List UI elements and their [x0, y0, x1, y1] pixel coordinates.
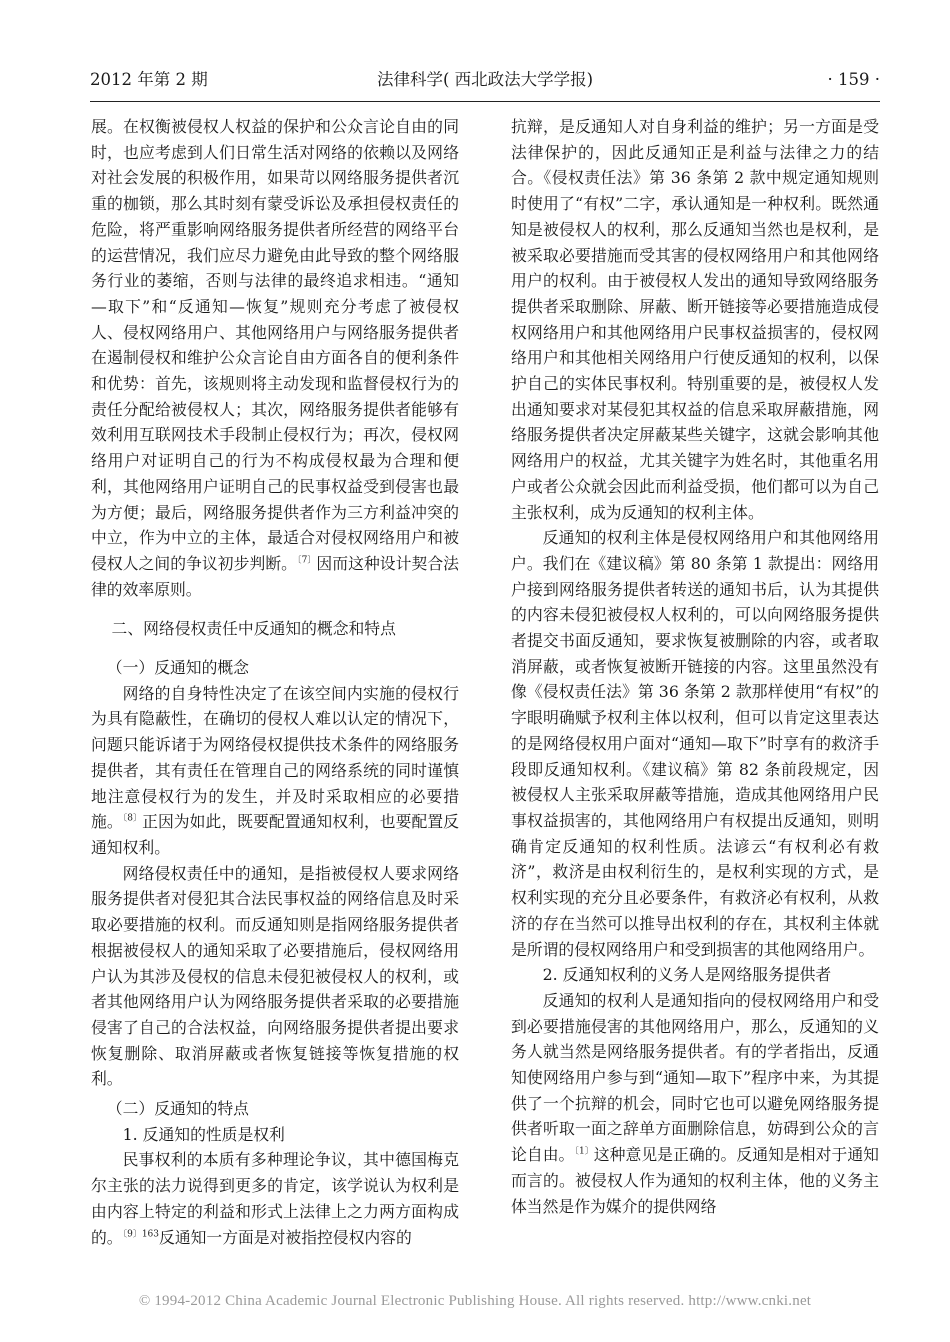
paragraph: [91, 114, 459, 602]
copyright-footer: © 1994-2012 China Academic Journal Electronic Publishing House. All rights reserved. http://www.cnki.net: [138, 1293, 812, 1309]
paragraph-text: 反通知的权利人是通知指向的侵权网络用户和受到必要措施侵害的其他网络用户，那么，反通知的义务人就当然是网络服务提供者。有的学者指出，反通知使网络用户参与到“通知—取下”程序中来，为其提供了一个抗辩的机会，同时它也可以避免网络服务提供者听取一面之辞单方面删除信息，妨碍到公众的言论自由。: [511, 990, 879, 1165]
paragraph-text: 反通知一方面是对被指控侵权内容的: [159, 1227, 412, 1247]
paragraph-text: 因而这种设计契合法律的效率原则。: [91, 553, 459, 599]
citation-ref: 〔7〕: [297, 555, 317, 566]
section-heading: 二、网络侵权责任中反通知的概念和特点: [111, 619, 396, 639]
paragraph: 反通知的权利主体是侵权网络用户和其他网络用户。我们在《建议稿》第 80 条第 1 款提出：网络用户接到网络服务提供者转送的通知书后，认为其提供的内容未侵犯被侵权人权利的，可以向网络服务提供者提交书面反通知，要求恢复被删除的内容，或者取消屏蔽，或者恢复被断开链接的内容。这里虽然没有像《侵权责任法》第 36 条第 2 款那样使用“有权”的字眼明确赋予权利主体以权利，但可以肯定这里表达的是网络侵权用户面对“通知—取下”时享有的救济手段即反通知权利。《建议稿》第 82 条前段规定，因被侵权人主张采取屏蔽等措施，造成其他网络用户民事权益损害的，其他网络用户有权提出反通知，则明确肯定反通知的权利性质。法谚云“有权利必有救济”，救济是由权利衍生的，是权利实现的方式，是权利实现的充分且必要条件，有救济必有权利，从救济的存在当然可以推导出权利的存在，其权利主体就是所谓的侵权网络用户和受到损害的其他网络用户。: [511, 528, 879, 959]
paragraph-text: 网络的自身特性决定了在该空间内实施的侵权行为具有隐蔽性，在确切的侵权人难以认定的情况下，问题只能诉诸于为网络侵权提供技术条件的网络服务提供者，其有责任在管理自己的网络系统的同时谨慎地注意侵权行为的发生，并及时采取相应的必要措施。: [91, 683, 459, 832]
paragraph-text: 这种意见是正确的。反通知是相对于通知而言的。被侵权人作为通知的权利主体，他的义务主体当然是作为媒介的提供网络: [511, 1145, 879, 1216]
issue-label: 2012 年第 2 期: [90, 70, 208, 89]
citation-ref: 〔9〕163: [122, 1229, 160, 1240]
paragraph: [511, 988, 879, 1219]
paragraph-text: 展。在权衡被侵权人权益的保护和公众言论自由的同时，也应考虑到人们日常生活对网络的依赖以及网络对社会发展的积极作用，如果苛以网络服务提供者沉重的枷锁，那么其时刻有蒙受诉讼及承担侵权责任的危险，将严重影响网络服务提供者所经营的网络平台的运营情况，我们应尽力避免由此导致的整个网络服务行业的萎缩，否则与法律的最终追求相违。“通知—取下”和“反通知—恢复”规则充分考虑了被侵权人、侵权网络用户、其他网络用户与网络服务提供者在遏制侵权和维护公众言论自由方面各自的便利条件和优势：首先，该规则将主动发现和监督侵权行为的责任分配给被侵权人；其次，网络服务提供者能够有效利用互联网技术手段制止侵权行为；再次，侵权网络用户对证明自己的行为不构成侵权最为合理和便利，其他网络用户证明自己的民事权益受到侵害也最为方便；最后，网络服务提供者作为三方利益冲突的中立，作为中立的主体，最适合对侵权网络用户和被侵权人之间的争议初步判断。: [91, 117, 459, 573]
paragraph-text: 正因为如此，既要配置通知权利，也要配置反通知权利。: [91, 812, 459, 857]
page-number: · 159 ·: [827, 70, 880, 89]
subsection-heading: （一）反通知的概念: [106, 658, 249, 678]
right-column: [511, 114, 879, 1219]
journal-title: 法律科学( 西北政法大学学报): [376, 70, 594, 89]
paragraph: 网络侵权责任中的通知，是指被侵权人要求网络服务提供者对侵犯其合法民事权益的网络信息及时采取必要措施的权利。而反通知则是指网络服务提供者根据被侵权人的通知采取了必要措施后，侵权网络用户认为其涉及侵权的信息未侵犯被侵权人的权利，或者其他网络用户认为网络服务提供者采取的必要措施侵害了自己的合法权益，向网络服务提供者提出要求恢复删除、取消屏蔽或者恢复链接等恢复措施的权利。: [91, 863, 459, 1089]
item-heading: 2. 反通知权利的义务人是网络服务提供者: [542, 965, 832, 985]
citation-ref: 〔1〕: [574, 1146, 594, 1157]
citation-ref: 〔8〕: [122, 814, 143, 825]
subsection-heading: （二）反通知的特点: [106, 1099, 249, 1119]
item-heading: 1. 反通知的性质是权利: [122, 1124, 285, 1144]
left-column: [91, 114, 459, 1250]
running-header: [90, 62, 880, 98]
header-rule: [90, 101, 880, 102]
paragraph: [91, 681, 459, 861]
paragraph-text: 民事权利的本质有多种理论争议，其中德国梅克尔主张的法力说得到更多的肯定，该学说认为权利是由内容上特定的利益和形式上法律上之力两方面构成的。: [91, 1150, 459, 1247]
paragraph: 抗辩，是反通知人对自身利益的维护；另一方面是受法律保护的，因此反通知正是利益与法律之力的结合。《侵权责任法》第 36 条第 2 款中规定通知规则时使用了“有权”二字，承认通知是一种权利。既然通知是被侵权人的权利，那么反通知当然也是权利，是被采取必要措施而受其害的侵权网络用户和其他网络用户的权利。由于被侵权人发出的通知导致网络服务提供者采取删除、屏蔽、断开链接等必要措施造成侵权网络用户和其他网络用户民事权益损害的，侵权网络用户和其他相关网络用户行使反通知的权利，以保护自己的实体民事权利。特别重要的是，被侵权人发出通知要求对某侵犯其权益的信息采取屏蔽措施，网络服务提供者决定屏蔽某些关键字，这就会影响其他网络用户的权益，尤其关键字为姓名时，其他重名用户或者公众就会因此而利益受损，他们都可以为自己主张权利，成为反通知的权利主体。: [511, 117, 879, 522]
paragraph: [91, 1147, 459, 1250]
